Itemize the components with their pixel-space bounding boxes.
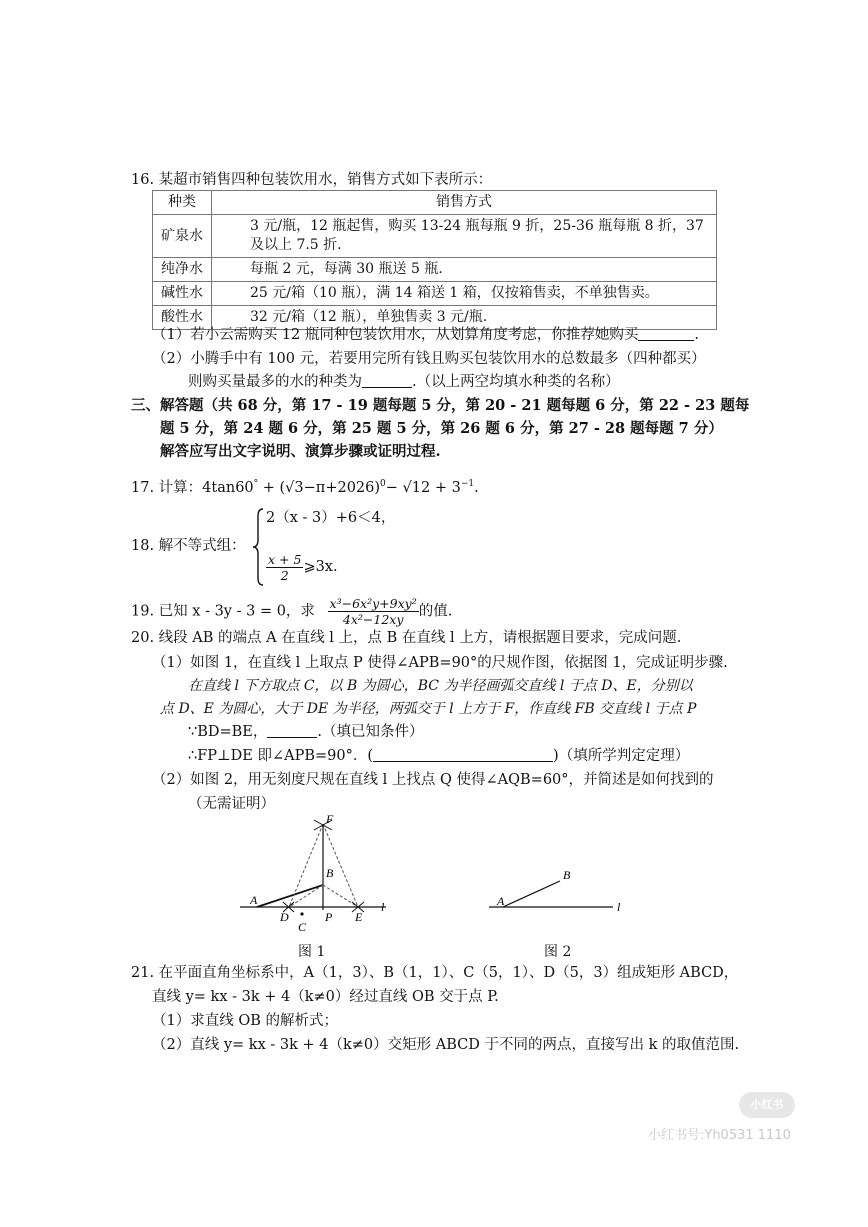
q20-part2: （2）如图 2，用无刻度尺规在直线 l 上找点 Q 使得∠AQB=60°，并简述是如何找到的 — [152, 772, 714, 788]
q20-part2-b: （无需证明） — [188, 796, 275, 812]
table-header-method: 销售方式 — [212, 191, 717, 215]
label-A: A — [250, 893, 258, 907]
figure-2-caption: 图 2 — [544, 944, 572, 960]
label-B: B — [563, 868, 571, 882]
brace-icon — [252, 508, 264, 586]
table-row — [153, 215, 717, 258]
q18-inequality-1: 2（x - 3）+6＜4， — [266, 510, 396, 526]
table-header-row — [153, 191, 717, 215]
label-P: P — [325, 910, 333, 924]
q18-label: 18. 解不等式组： — [131, 538, 246, 554]
table-cell-type: 酸性水 — [153, 306, 212, 330]
q19: 19. 已知 x - 3y - 3 = 0，求 $\frac{\text{x³−6x²y+9xy²}}{\text{4x²−12xy}}$ 的值. — [131, 596, 453, 627]
table-cell-method: 3 元/瓶，12 瓶起售，购买 13-24 瓶每瓶 9 折，25-36 瓶每瓶 8 折，37 及以上 7.5 折. — [212, 215, 717, 258]
label-E: E — [355, 910, 363, 924]
table-cell-method: 32 元/箱（12 瓶），单独售卖 3 元/瓶. — [212, 306, 717, 330]
q20-part1-b: 在直线 l 下方取点 C，以 B 为圆心，BC 为半径画弧交直线 l 于点 D、E，分别以 — [188, 678, 693, 694]
figure-2 — [485, 862, 635, 922]
q16-part2: （2）小腾手中有 100 元，若要用完所有钱且购买包装饮用水的总数最多（四种都买） — [152, 351, 706, 367]
answer-blank[interactable] — [362, 373, 412, 388]
q16-stem: 16. 某超市销售四种包装饮用水，销售方式如下表所示： — [131, 172, 493, 188]
section3-heading: 三、解答题（共 68 分，第 17 - 19 题每题 5 分，第 20 - 21 题每题 6 分，第 22 - 23 题每 — [131, 397, 750, 414]
watermark-id: 小红书号:Yh0531 1110 — [648, 1128, 791, 1143]
q16-part1: （1）若小云需购买 12 瓶同种包装饮用水，从划算角度考虑，你推荐她购买 . — [152, 327, 700, 343]
q17: 17. 计算：$4\tan 60^\circ + (√3-\pi+2026)^0- √12 + 3^{-1}$. — [131, 479, 479, 496]
label-D: D — [280, 910, 289, 924]
label-C: C — [298, 920, 307, 934]
table-cell-type: 纯净水 — [153, 258, 212, 282]
section3-instruction: 解答应写出文字说明、演算步骤或证明过程. — [160, 443, 441, 460]
watermark-logo: 小红书 — [739, 1092, 795, 1118]
q21-part1: （1）求直线 OB 的解析式； — [152, 1013, 338, 1029]
q20-part1-d: ∵BD=BE， .（填已知条件） — [188, 724, 424, 740]
sales-table — [152, 190, 717, 330]
q20-part1-e: ∴FP⊥DE 即∠APB=90°．( )（填所学判定定理） — [188, 748, 690, 764]
q20-stem: 20. 线段 AB 的端点 A 在直线 l 上，点 B 在直线 l 上方，请根据题目要求，完成问题. — [131, 630, 682, 646]
q21-line2: 直线 y= kx - 3k + 4（k≠0）经过直线 OB 交于点 P. — [152, 989, 499, 1005]
q18-inequality-2: $\frac{x + 5}{2}$ ⩾3x. — [268, 551, 338, 583]
table-row — [153, 282, 717, 306]
label-F: F — [326, 812, 334, 826]
q20-part1: （1）如图 1，在直线 l 上取点 P 使得∠APB=90°的尺规作图，依据图 1，完成证明步骤. — [152, 655, 728, 671]
table-row — [153, 258, 717, 282]
q21-part2: （2）直线 y= kx - 3k + 4（k≠0）交矩形 ABCD 于不同的两点，直接写出 k 的取值范围. — [152, 1037, 740, 1053]
table-cell-method: 每瓶 2 元，每满 30 瓶送 5 瓶. — [212, 258, 717, 282]
answer-blank[interactable] — [267, 723, 317, 738]
fraction: $\frac{x + 5}{2}$ — [268, 551, 302, 583]
figure-1 — [236, 810, 396, 935]
table-cell-method: 25 元/箱（10 瓶），满 14 箱送 1 箱，仅按箱售卖，不单独售卖。 — [212, 282, 717, 306]
section3-heading-2: 题 5 分，第 24 题 6 分，第 25 题 5 分，第 26 题 6 分，第 27 - 28 题每题 7 分） — [160, 420, 723, 437]
table-cell-type: 碱性水 — [153, 282, 212, 306]
q16-part2-b: 则购买量最多的水的种类为 .（以上两空均填水种类的名称） — [188, 374, 620, 390]
q21-stem: 21. 在平面直角坐标系中，A（1，3）、B（1，1）、C（5，1）、D（5，3）组成矩形 ABCD， — [131, 965, 739, 981]
label-l: l — [617, 900, 621, 914]
answer-blank[interactable] — [373, 747, 553, 762]
table-cell-type: 矿泉水 — [153, 215, 212, 258]
label-B: B — [326, 866, 334, 880]
fraction: $\frac{\text{x³−6x²y+9xy²}}{\text{4x²−12xy}}$ — [329, 596, 417, 627]
q20-part1-c: 点 D、E 为圆心，大于 DE 为半径，两弧交于 l 上方于 F，作直线 FB 交直线 l 于点 P — [160, 701, 697, 717]
answer-blank[interactable] — [638, 326, 694, 341]
figure-1-caption: 图 1 — [298, 944, 326, 960]
label-A: A — [497, 894, 505, 908]
table-header-type: 种类 — [153, 191, 212, 215]
label-l: l — [381, 900, 385, 914]
